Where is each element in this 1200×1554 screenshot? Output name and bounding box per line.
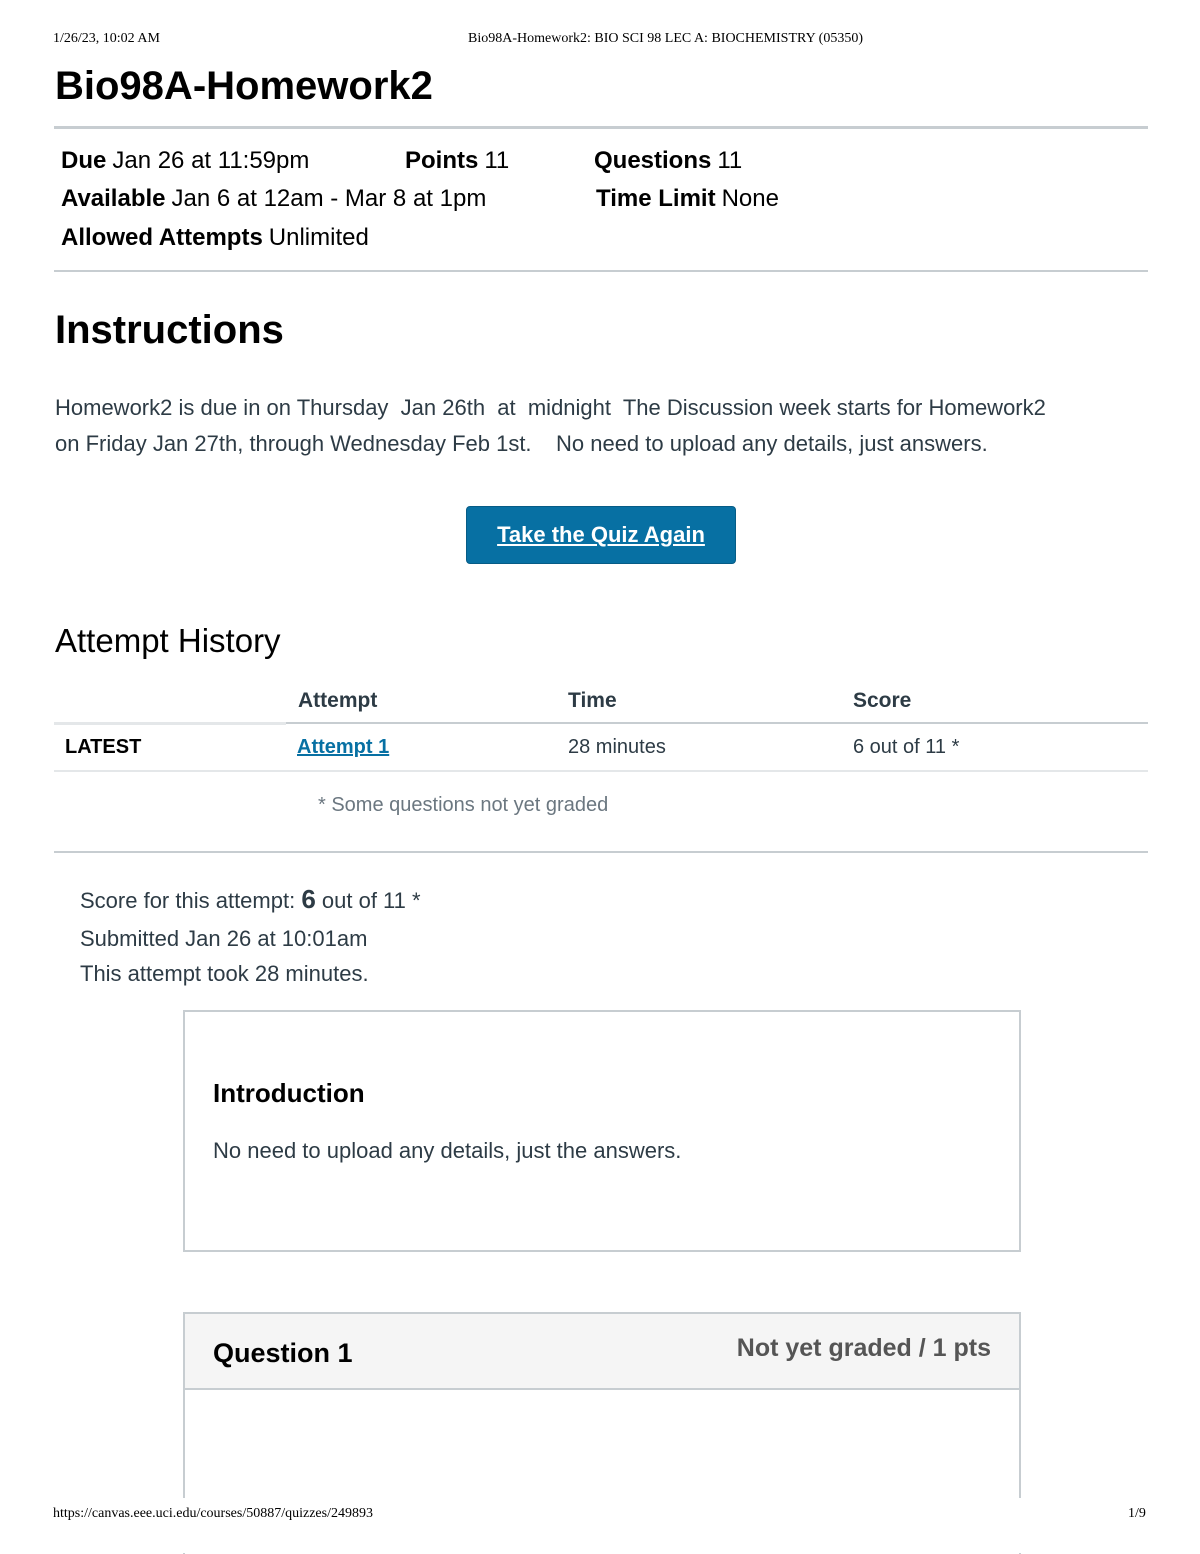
points-detail	[405, 147, 509, 175]
time-limit-detail	[596, 185, 779, 213]
table-row-divider	[54, 770, 1148, 772]
due-detail	[61, 147, 309, 175]
details-divider	[54, 270, 1148, 272]
submitted-text: Submitted Jan 26 at 10:01am	[80, 926, 368, 951]
column-header-score: Score	[853, 689, 912, 712]
available-label: Available	[61, 185, 166, 212]
column-header-attempt: Attempt	[298, 689, 378, 712]
instructions-heading: Instructions	[55, 308, 284, 352]
attempts-label: Allowed Attempts	[61, 224, 263, 251]
grading-footnote: * Some questions not yet graded	[318, 794, 609, 816]
page-title: Bio98A-Homework2	[55, 64, 433, 108]
questions-detail	[594, 147, 742, 175]
score-value: 6	[301, 884, 316, 914]
attempt-score-summary	[80, 884, 421, 915]
score-prefix: Score for this attempt:	[80, 888, 302, 913]
duration-text: This attempt took 28 minutes.	[80, 961, 369, 986]
print-datetime: 1/26/23, 10:02 AM	[53, 31, 160, 46]
points-value: 11	[484, 147, 510, 174]
attempt-time: 28 minutes	[568, 736, 666, 758]
introduction-panel	[183, 1010, 1021, 1252]
attempts-value: Unlimited	[268, 224, 369, 251]
table-header-divider-left	[54, 722, 286, 725]
question-header	[185, 1314, 1019, 1390]
questions-label: Questions	[594, 147, 712, 174]
attempt-score: 6 out of 11 *	[853, 736, 960, 758]
due-value: Jan 26 at 11:59pm	[112, 147, 310, 174]
points-label: Points	[405, 147, 479, 174]
attempt-1-link[interactable]: Attempt 1	[297, 736, 390, 758]
column-header-time: Time	[568, 689, 617, 712]
instructions-line-1: Homework2 is due in on Thursday Jan 26th at midnight The Discussion week starts for Homework2	[55, 395, 1046, 420]
available-value: Jan 6 at 12am - Mar 8 at 1pm	[171, 185, 487, 212]
instructions-text	[55, 390, 1145, 462]
question-title: Question 1	[213, 1338, 353, 1368]
time-limit-label: Time Limit	[596, 185, 716, 212]
instructions-line-2: on Friday Jan 27th, through Wednesday Feb 1st. No need to upload any details, just answers.	[55, 431, 988, 456]
questions-value: 11	[717, 147, 743, 174]
print-page-number: 1/9	[1128, 1506, 1146, 1521]
due-label: Due	[61, 147, 107, 174]
print-page-title: Bio98A-Homework2: BIO SCI 98 LEC A: BIOCHEMISTRY (05350)	[468, 31, 863, 46]
question-points: Not yet graded / 1 pts	[736, 1334, 991, 1362]
take-quiz-again-button[interactable]: Take the Quiz Again	[466, 506, 736, 564]
time-limit-value: None	[721, 185, 779, 212]
introduction-text: No need to upload any details, just the answers.	[213, 1138, 682, 1163]
attempts-detail	[61, 224, 369, 252]
history-divider	[54, 851, 1148, 853]
score-suffix: out of 11 *	[315, 888, 421, 913]
introduction-heading: Introduction	[213, 1078, 365, 1108]
print-url: https://canvas.eee.uci.edu/courses/50887/quizzes/249893	[53, 1506, 373, 1521]
attempt-history-heading: Attempt History	[55, 622, 281, 659]
available-detail	[61, 185, 486, 213]
latest-tag: LATEST	[65, 736, 142, 758]
title-divider	[54, 126, 1148, 129]
